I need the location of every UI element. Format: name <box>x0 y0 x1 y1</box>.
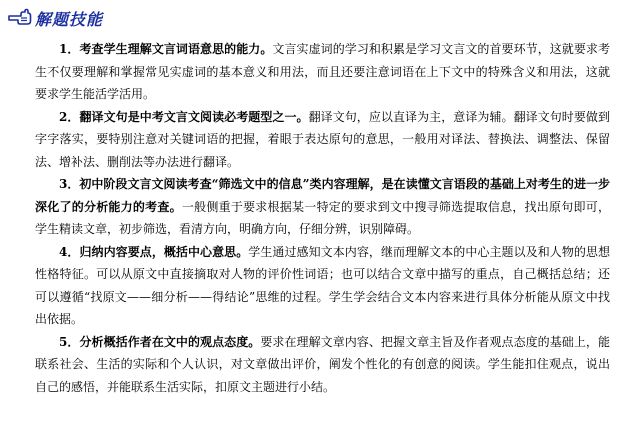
skill-heading-1: 1．考查学生理解文言词语意思的能力。 <box>59 42 273 56</box>
section-header <box>8 6 103 30</box>
skill-body-3: 一般侧重于要求根据某一特定的要求到文中搜寻筛选提取信息，找出原句即可，学生精读文章，初步筛选，看清方向，明确方向，仔细分辨，识别障碍。 <box>35 199 610 236</box>
skill-paragraph-1 <box>35 38 610 106</box>
skill-paragraph-3 <box>35 173 610 241</box>
skill-body-5: 要求在理解文章内容、把握文章主旨及作者观点态度的基础上，能联系社会、生活的实际和个人认识，对文章做出评价，阐发个性化的有创意的阅读。学生能扣住观点，说出自己的感悟，并能联系生活实际，扣原文主题进行小结。 <box>35 334 610 394</box>
skill-body-2: 翻译文句，应以直译为主，意译为辅。翻译文句时要做到字字落实，要特别注意对关键词语的把握，着眼于表达原句的意思，一般用对译法、替换法、调整法、保留法、增补法、删削法等办法进行翻译。 <box>35 109 610 169</box>
skill-body-4: 学生通过感知文本内容，继而理解文本的中心主题以及和人物的思想性格特征。可以从原文中直接摘取对人物的评价性词语；也可以结合文章中描写的重点，自己概括总结；还可以遵循“找原文——细分析——得结论”思维的过程。学生学会结合文本内容来进行具体分析能从原文中找出依据。 <box>35 244 610 326</box>
skill-paragraph-5 <box>35 331 610 399</box>
skill-heading-4: 4．归纳内容要点，概括中心意思。 <box>59 244 249 259</box>
skill-paragraph-2 <box>35 106 610 174</box>
skill-body-1: 文言实虚词的学习和积累是学习文言文的首要环节，这就要求考生不仅要理解和掌握常见实虚词的基本意义和用法，而且还要注意词语在上下文中的特殊含义和用法，这就要求学生能活学活用。 <box>35 42 610 101</box>
skill-paragraph-4 <box>35 241 610 331</box>
skill-heading-5: 5．分析概括作者在文中的观点态度。 <box>59 334 261 349</box>
pointing-hand-icon <box>8 8 32 28</box>
skill-heading-3: 3．初中阶段文言文阅读考查“筛选文中的信息”类内容理解，是在读懂文言语段的基础上对考生的进一步深化了的分析能力的考查。 <box>35 177 610 214</box>
section-title: 解题技能 <box>35 9 104 29</box>
skills-list <box>35 38 610 398</box>
skill-heading-2: 2．翻译文句是中考文言文阅读必考题型之一。 <box>59 109 309 124</box>
